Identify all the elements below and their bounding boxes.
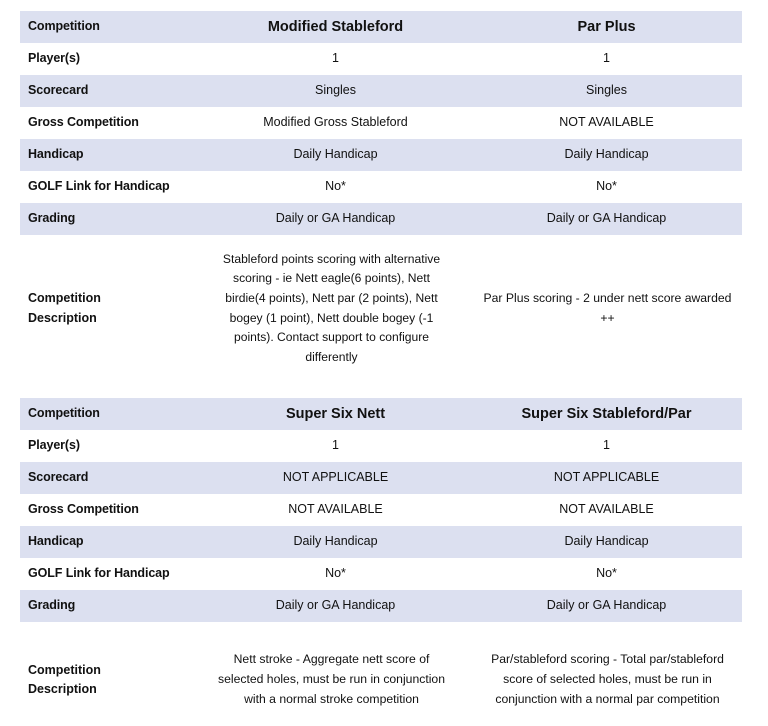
description-row-label (20, 289, 200, 328)
cell-value-b: Daily Handicap (471, 526, 742, 558)
competition-description-block-2 (20, 634, 742, 726)
cell-value-b: Daily or GA Handicap (471, 203, 742, 235)
column-header-a: Modified Stableford (200, 11, 471, 43)
row-label: Competition (20, 11, 200, 43)
row-label: Player(s) (20, 43, 200, 75)
cell-value-b: NOT AVAILABLE (471, 107, 742, 139)
cell-value-a: Daily Handicap (200, 526, 471, 558)
cell-value-a: Daily Handicap (200, 139, 471, 171)
column-header-b: Super Six Stableford/Par (471, 398, 742, 430)
cell-value-b: NOT APPLICABLE (471, 462, 742, 494)
description-label-line-2: Description (28, 682, 97, 696)
cell-value-a: Daily or GA Handicap (200, 203, 471, 235)
table-row (20, 43, 742, 75)
cell-value-a: Daily or GA Handicap (200, 590, 471, 622)
row-label: Handicap (20, 139, 200, 171)
row-label: Scorecard (20, 462, 200, 494)
column-header-a: Super Six Nett (200, 398, 471, 430)
cell-value-b: 1 (471, 430, 742, 462)
competition-comparison-table-1 (20, 11, 742, 235)
table-row (20, 203, 742, 235)
table-row (20, 526, 742, 558)
cell-value-b: No* (471, 171, 742, 203)
description-text-b: Par Plus scoring - 2 under nett score awarded ++ (483, 290, 732, 325)
table-body-1 (20, 11, 742, 235)
row-label: Grading (20, 590, 200, 622)
description-text-a: Stableford points scoring with alternative scoring - ie Nett eagle(6 points), Nett birdie(4 points), Nett par (2 points), Nett bogey (1 point), Nett double bogey (-1 points). Contact support to configure differently (222, 251, 441, 364)
table-row (20, 590, 742, 622)
cell-value-b: No* (471, 558, 742, 590)
description-text-b: Par/stableford scoring - Total par/stableford score of selected holes, must be run in conjunction with a normal par competition (491, 652, 724, 706)
table-row (20, 11, 742, 43)
table-row (20, 171, 742, 203)
table-row (20, 398, 742, 430)
cell-value-a: NOT AVAILABLE (200, 494, 471, 526)
cell-value-b: Singles (471, 75, 742, 107)
description-label-line-2: Description (28, 310, 97, 325)
row-label: Handicap (20, 526, 200, 558)
cell-value-a: NOT APPLICABLE (200, 462, 471, 494)
cell-value-a: Modified Gross Stableford (200, 107, 471, 139)
cell-value-a: Singles (200, 75, 471, 107)
competition-description-block-1 (20, 246, 742, 371)
table-row (20, 107, 742, 139)
cell-value-b: Daily Handicap (471, 139, 742, 171)
row-label: Grading (20, 203, 200, 235)
table-row (20, 75, 742, 107)
description-text-a: Nett stroke - Aggregate nett score of selected holes, must be run in conjunction with a normal stroke competition (218, 652, 445, 706)
table-row (20, 430, 742, 462)
description-row-label (20, 661, 200, 700)
row-label: Scorecard (20, 75, 200, 107)
table-row (20, 494, 742, 526)
row-label: GOLF Link for Handicap (20, 558, 200, 590)
description-label-line-1: Competition (28, 291, 101, 306)
cell-value-b: 1 (471, 43, 742, 75)
table-row (20, 462, 742, 494)
row-label: Player(s) (20, 430, 200, 462)
column-header-b: Par Plus (471, 11, 742, 43)
competition-comparison-table-2 (20, 398, 742, 622)
cell-value-a: 1 (200, 43, 471, 75)
cell-value-a: No* (200, 558, 471, 590)
cell-value-b: NOT AVAILABLE (471, 494, 742, 526)
description-grid (20, 246, 742, 371)
row-label: Gross Competition (20, 494, 200, 526)
table-row (20, 139, 742, 171)
cell-value-b: Daily or GA Handicap (471, 590, 742, 622)
table-row (20, 558, 742, 590)
cell-value-a: No* (200, 171, 471, 203)
row-label: GOLF Link for Handicap (20, 171, 200, 203)
row-label: Gross Competition (20, 107, 200, 139)
description-label-line-1: Competition (28, 662, 101, 677)
row-label: Competition (20, 398, 200, 430)
cell-value-a: 1 (200, 430, 471, 462)
table-body-2 (20, 398, 742, 622)
description-grid (20, 634, 742, 726)
